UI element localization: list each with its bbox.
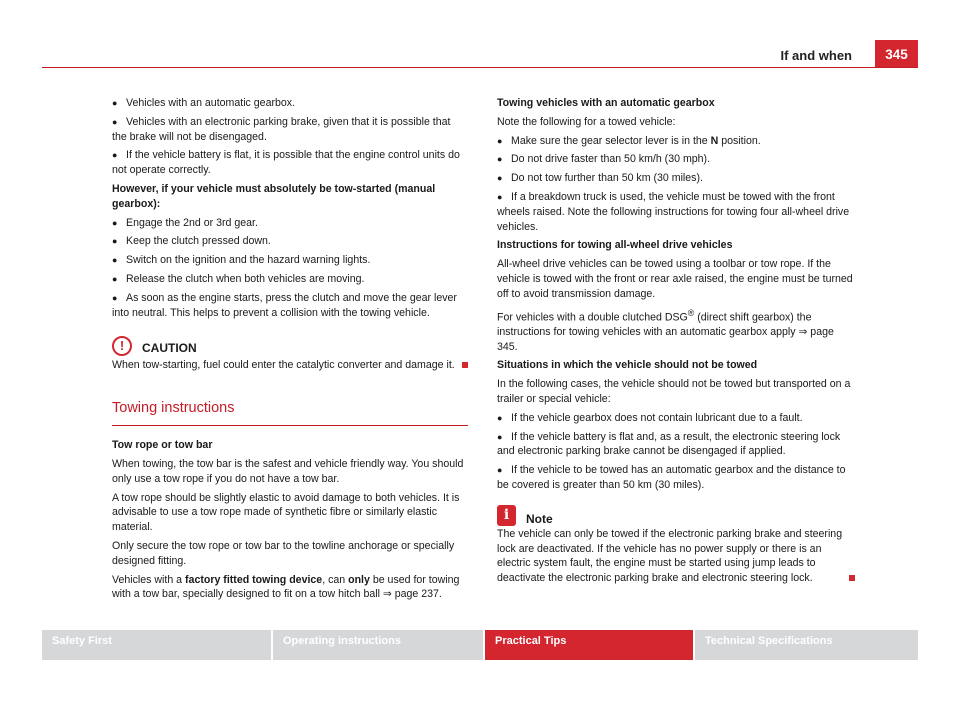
section-rule xyxy=(112,425,468,426)
bullet-icon: ● xyxy=(497,135,503,146)
bullet-item: ● Do not drive faster than 50 km/h (30 mph). xyxy=(497,153,711,166)
bullet-item: ● Release the clutch when both vehicles are moving. xyxy=(112,272,365,285)
paragraph: Vehicles with a factory fitted towing device, can only be used for towing with a tow bar, specially designed to fit on a tow hitch ball ⇒ page 237. xyxy=(112,573,460,601)
paragraph: When towing, the tow bar is the safest and vehicle friendly way. You should only use a tow rope if you do not have a tow bar. xyxy=(112,457,464,485)
bullet-icon: ● xyxy=(497,191,503,202)
left-column xyxy=(112,96,468,606)
footer-tab-practical-tips[interactable]: Practical Tips xyxy=(485,630,695,660)
footer-tab-technical-specifications[interactable]: Technical Specifications xyxy=(695,630,918,660)
bullet-icon: ● xyxy=(497,465,503,476)
bullet-icon: ● xyxy=(497,154,503,165)
bullet-icon: ● xyxy=(112,292,118,303)
caution-label: CAUTION xyxy=(142,341,197,356)
bullet-item: ● Make sure the gear selector lever is in the N position. xyxy=(497,134,761,147)
auto-heading: Towing vehicles with an automatic gearbox xyxy=(497,97,715,109)
bullet-icon: ● xyxy=(112,217,118,228)
caution-text: When tow-starting, fuel could enter the catalytic converter and damage it. xyxy=(112,358,468,373)
footer-tab-safety-first[interactable]: Safety First xyxy=(42,630,273,660)
info-icon: i xyxy=(497,505,516,526)
right-column xyxy=(497,96,855,590)
bullet-item: ● If the vehicle gearbox does not contain lubricant due to a fault. xyxy=(497,411,803,424)
footer-tab-operating-instructions[interactable]: Operating instructions xyxy=(273,630,485,660)
paragraph: In the following cases, the vehicle should not be towed but transported on a trailer or special vehicle: xyxy=(497,378,851,406)
note-text: The vehicle can only be towed if the electronic parking brake and steering lock are deactivated. If the vehicle has no power supply or there is an electric system fault, the engine must be started using jump leads to deactivate the electronic parking brake and electronic steering lock. xyxy=(497,527,855,586)
bullet-item: ● If a breakdown truck is used, the vehicle must be towed with the front wheels raised. Note the following instructions for towing four all-wheel drive vehicles. xyxy=(497,190,850,233)
section-title: Towing instructions xyxy=(112,400,235,417)
bullet-item: ● As soon as the engine starts, press the clutch and move the gear lever into neutral. This helps to prevent a collision with the towing vehicle. xyxy=(112,291,457,319)
page-header-title: If and when xyxy=(780,48,852,63)
header-rule xyxy=(42,67,918,68)
bullet-item: ● Vehicles with an automatic gearbox. xyxy=(112,97,296,109)
bullet-icon: ● xyxy=(497,431,503,442)
bullet-icon: ● xyxy=(497,173,503,184)
bullet-icon: ● xyxy=(112,150,118,161)
bullet-item: ● Switch on the ignition and the hazard warning lights. xyxy=(112,254,371,267)
end-marker-icon xyxy=(462,362,468,368)
bullet-item: ● Keep the clutch pressed down. xyxy=(112,235,271,248)
situations-heading: Situations in which the vehicle should not be towed xyxy=(497,359,758,372)
paragraph: A tow rope should be slightly elastic to avoid damage to both vehicles. It is advisable to use a tow rope made of synthetic fibre or similarly elastic material. xyxy=(112,491,460,534)
bullet-icon: ● xyxy=(112,98,118,108)
bullet-item: ● If the vehicle battery is flat, it is possible that the engine control units do not operate correctly. xyxy=(112,149,460,177)
bullet-icon: ● xyxy=(112,236,118,247)
bullet-item: ● Vehicles with an electronic parking brake, given that it is possible that the brake will not be disengaged. xyxy=(112,115,451,143)
footer-nav xyxy=(42,630,918,660)
tow-rope-heading: Tow rope or tow bar xyxy=(112,439,213,452)
paragraph: For vehicles with a double clutched DSG® (direct shift gearbox) the instructions for towing vehicles with an automatic gearbox apply ⇒ page 345. xyxy=(497,307,834,353)
page-number: 345 xyxy=(875,40,918,67)
bullet-icon: ● xyxy=(497,412,503,423)
end-marker-icon xyxy=(849,575,855,581)
tow-start-heading: However, if your vehicle must absolutely be tow-started (manual gearbox): xyxy=(112,182,436,210)
bullet-item: ● If the vehicle to be towed has an automatic gearbox and the distance to be covered is greater than 50 km (30 miles). xyxy=(497,464,846,492)
bullet-icon: ● xyxy=(112,273,118,284)
bullet-item: ● Engage the 2nd or 3rd gear. xyxy=(112,216,258,229)
paragraph: All-wheel drive vehicles can be towed using a toolbar or tow rope. If the vehicle is towed with the front or rear axle raised, the engine must be turned off to avoid transmission damage. xyxy=(497,258,853,300)
caution-header xyxy=(112,336,468,358)
caution-icon: ! xyxy=(112,336,132,356)
bullet-icon: ● xyxy=(112,116,118,127)
note-header xyxy=(497,505,855,527)
bullet-icon: ● xyxy=(112,255,118,266)
awd-heading: Instructions for towing all-wheel drive vehicles xyxy=(497,239,733,252)
bullet-item: ● Do not tow further than 50 km (30 miles). xyxy=(497,172,703,185)
auto-intro: Note the following for a towed vehicle: xyxy=(497,115,676,128)
note-label: Note xyxy=(526,511,553,526)
bullet-item: ● If the vehicle battery is flat and, as a result, the electronic steering lock and electronic parking brake cannot be disengaged if applied. xyxy=(497,430,841,458)
paragraph: Only secure the tow rope or tow bar to the towline anchorage or specially designed fitting. xyxy=(112,539,455,567)
